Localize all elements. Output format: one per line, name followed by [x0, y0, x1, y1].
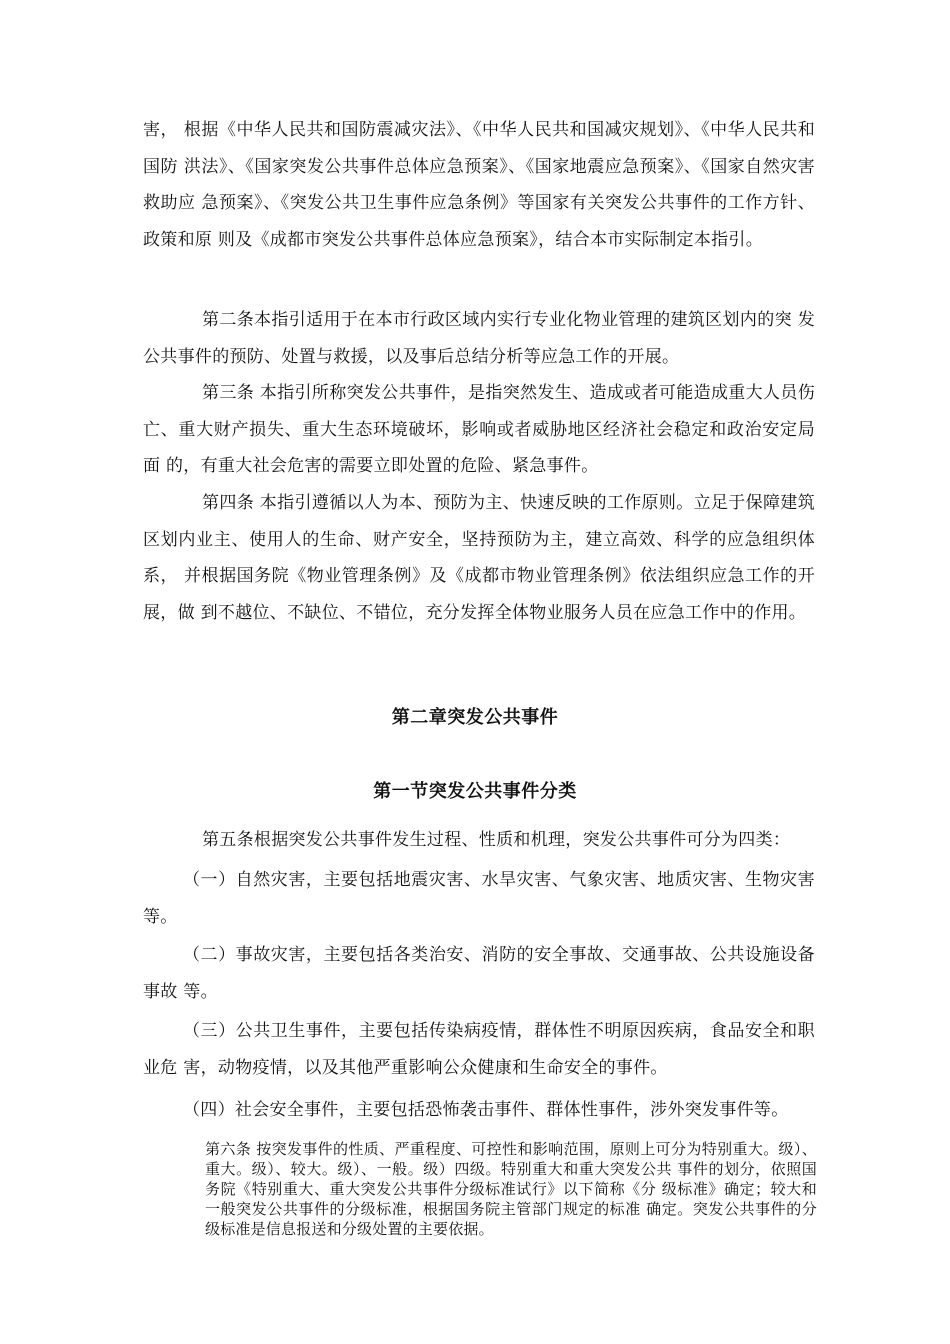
list-item-accident-disaster: （二）事故灾害，主要包括各类治安、消防的安全事故、交通事故、公共设施设备事故 等。 — [143, 945, 815, 1002]
section-title: 第一节突发公共事件分类 — [373, 781, 577, 802]
paragraph-legal-basis: 害， 根据《中华人民共和国防震减灾法》、《中华人民共和国减灾规划》、《中华人民共和国防 洪法》、《国家突发公共事件总体应急预案》、《国家地震应急预案》、《国家自然灾害救助应 急预案》、《突发公共卫生事件应急条例》等国家有关突发公共事件的工作方针、政策和原 则及《成都市突发公共事件总体应急预案》，结合本市实际制定本指引。 — [143, 120, 815, 250]
list-item-social-security: （四）社会安全事件，主要包括恐怖袭击事件、群体性事件，涉外突发事件等。 — [183, 1100, 789, 1120]
paragraph-article-3: 第三条 本指引所称突发公共事件，是指突然发生、造成或者可能造成重大人员伤亡、重大财产损失、重大生态环境破坏，影响或者威胁地区经济社会稳定和政治安定局面 的，有重大社会危害的需要立即处置的危险、紧急事件。 — [143, 383, 815, 476]
paragraph-article-5: 第五条根据突发公共事件发生过程、性质和机理，突发公共事件可分为四类： — [202, 830, 791, 850]
paragraph-article-2: 第二条本指引适用于在本市行政区域内实行专业化物业管理的建筑区划内的突 发公共事件的预防、处置与救援，以及事后总结分析等应急工作的开展。 — [143, 310, 815, 367]
paragraph-article-4: 第四条 本指引遵循以人为本、预防为主、快速反映的工作原则。立足于保障建筑区划内业主、使用人的生命、财产安全，坚持预防为主，建立高效、科学的应急组织体系， 并根据国务院《物业管理条例》及《成都市物业管理条例》依法组织应急工作的开展，做 到不越位、不缺位、不错位，充分发挥全体物业服务人员在应急工作中的作用。 — [143, 493, 815, 623]
chapter-title: 第二章突发公共事件 — [391, 707, 559, 728]
list-item-public-health: （三）公共卫生事件，主要包括传染病疫情，群体性不明原因疾病，食品安全和职业危 害，动物疫情，以及其他严重影响公众健康和生命安全的事件。 — [143, 1021, 815, 1078]
list-item-natural-disaster: （一）自然灾害，主要包括地震灾害、水旱灾害、气象灾害、地质灾害、生物灾害等。 — [143, 870, 815, 927]
paragraph-article-6: 第六条 按突发事件的性质、严重程度、可控性和影响范围，原则上可分为特别重大。级）、重大。级）、较大。级）、一般。级）四级。特别重大和重大突发公共 事件的划分，依照国务院《特别重大、重大突发公共事件分级标准试行》以下简称《分 级标准》确定；较大和一般突发公共事件的分级标准，根据国务院主管部门规定的标准 确定。突发公共事件的分级标准是信息报送和分级处置的主要依据。 — [205, 1140, 817, 1238]
